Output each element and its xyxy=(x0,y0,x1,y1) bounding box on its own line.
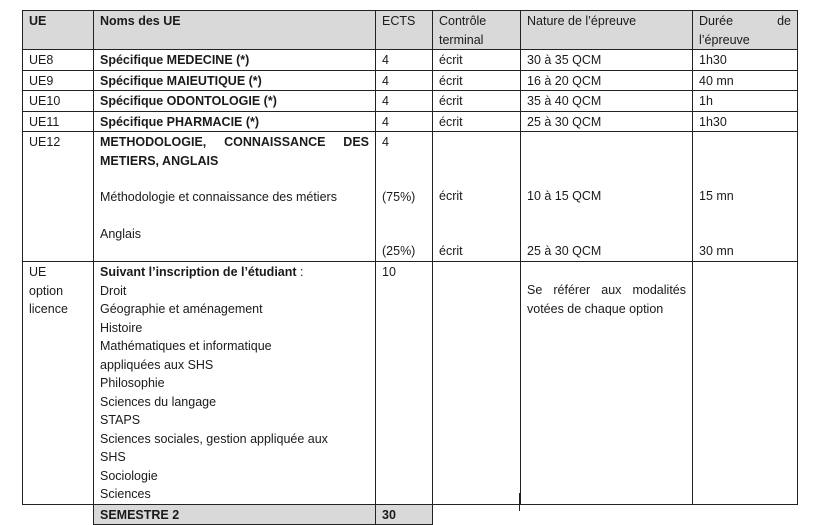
option-item: Histoire xyxy=(100,320,143,335)
ue-controle: écrit xyxy=(433,111,521,132)
option-nature-line2: votées de chaque option xyxy=(527,301,664,316)
ue12-sub2-weight: (25%) xyxy=(382,244,416,258)
header-duree xyxy=(693,11,798,50)
ue-ects: 4 xyxy=(376,50,433,71)
ue12-sub1-duree: 15 mn xyxy=(699,189,734,203)
ue-nature: 35 à 40 QCM xyxy=(521,91,693,112)
ue12-names xyxy=(94,132,376,262)
ue-name: Spécifique ODONTOLOGIE (*) xyxy=(94,91,376,112)
ue12-sub1-controle: écrit xyxy=(439,189,463,203)
ue-code: UE10 xyxy=(23,91,94,112)
ue-ects: 4 xyxy=(376,91,433,112)
semester-label: SEMESTRE 2 xyxy=(94,504,376,525)
option-item: Droit xyxy=(100,283,127,298)
option-ue-line2: option xyxy=(29,283,64,298)
header-controle-line2: terminal xyxy=(439,32,484,47)
ue-controle: écrit xyxy=(433,70,521,91)
option-nature xyxy=(521,262,693,505)
ue-code: UE12 xyxy=(23,132,94,262)
option-item: Mathématiques et informatique xyxy=(100,339,272,353)
header-noms: Noms des UE xyxy=(94,11,376,50)
header-ue: UE xyxy=(23,11,94,50)
ue12-sub2-nature: 25 à 30 QCM xyxy=(527,243,602,258)
semester-row xyxy=(23,504,798,525)
option-item: Sciences du langage xyxy=(100,394,217,409)
ue-duree: 1h30 xyxy=(693,50,798,71)
ue12-sub1-nature: 10 à 15 QCM xyxy=(527,189,602,203)
ue12-ects xyxy=(376,132,433,262)
table-row xyxy=(23,111,798,132)
option-item: Géographie et aménagement xyxy=(100,302,263,316)
option-item: STAPS xyxy=(100,413,141,427)
ue12-title-line1: METHODOLOGIE, CONNAISSANCE DES xyxy=(100,135,369,149)
table-row xyxy=(23,50,798,71)
ue-duree: 1h30 xyxy=(693,111,798,132)
ue-controle: écrit xyxy=(433,91,521,112)
table-rule xyxy=(519,493,520,511)
ue12-sub2-duree: 30 mn xyxy=(699,243,734,258)
option-item: SHS xyxy=(100,450,126,464)
ue-name: Spécifique MAIEUTIQUE (*) xyxy=(94,70,376,91)
option-ue-line1: UE xyxy=(29,265,47,279)
header-duree-word2: de xyxy=(777,14,791,28)
option-item: appliquées aux SHS xyxy=(100,357,214,372)
ue-nature: 30 à 35 QCM xyxy=(521,50,693,71)
ue-table xyxy=(22,10,798,525)
option-ue-line3: licence xyxy=(29,302,68,316)
ue-code: UE11 xyxy=(23,111,94,132)
header-controle xyxy=(433,11,521,50)
option-intro xyxy=(100,263,369,282)
ue-nature: 16 à 20 QCM xyxy=(521,70,693,91)
option-ue-code xyxy=(23,262,94,505)
option-ects: 10 xyxy=(376,262,433,505)
header-duree-line2: l’épreuve xyxy=(699,32,750,47)
ue12-ects-total: 4 xyxy=(382,135,389,149)
header-row xyxy=(23,11,798,50)
option-item: Philosophie xyxy=(100,376,165,390)
option-list xyxy=(94,262,376,505)
semester-ects: 30 xyxy=(376,504,433,525)
option-item: Sociologie xyxy=(100,468,158,483)
ue-duree: 40 mn xyxy=(693,70,798,91)
ue12-nature xyxy=(521,132,693,262)
ue-name: Spécifique MEDECINE (*) xyxy=(94,50,376,71)
ue-nature: 25 à 30 QCM xyxy=(521,111,693,132)
header-controle-line1: Contrôle xyxy=(439,14,487,28)
table-row xyxy=(23,70,798,91)
ue-code: UE8 xyxy=(23,50,94,71)
ue-controle: écrit xyxy=(433,50,521,71)
table-row xyxy=(23,91,798,112)
option-duree xyxy=(693,262,798,505)
header-duree-word1: Durée xyxy=(699,14,734,28)
header-ects: ECTS xyxy=(376,11,433,50)
table-row-ue12 xyxy=(23,132,798,262)
ue12-duree xyxy=(693,132,798,262)
ue12-controle xyxy=(433,132,521,262)
option-item: Sciences sociales, gestion appliquée aux xyxy=(100,431,328,446)
ue12-title-line2: METIERS, ANGLAIS xyxy=(100,153,219,168)
ue12-sub1-name: Méthodologie et connaissance des métiers xyxy=(100,190,337,204)
table-row-option xyxy=(23,262,798,505)
option-item: Sciences xyxy=(100,487,151,501)
ue-ects: 4 xyxy=(376,111,433,132)
ue12-sub1-weight: (75%) xyxy=(382,189,416,204)
option-intro-bold: Suivant l’inscription de l’étudiant xyxy=(100,265,297,279)
option-nature-line1: Se référer aux modalités xyxy=(527,283,686,297)
ue-name: Spécifique PHARMACIE (*) xyxy=(94,111,376,132)
header-nature: Nature de l’épreuve xyxy=(521,11,693,50)
option-controle xyxy=(433,262,521,505)
ue-duree: 1h xyxy=(693,91,798,112)
ue-ects: 4 xyxy=(376,70,433,91)
ue12-sub2-controle: écrit xyxy=(439,243,463,258)
option-intro-rest: : xyxy=(296,265,304,279)
ue12-sub2-name: Anglais xyxy=(100,226,141,241)
ue-code: UE9 xyxy=(23,70,94,91)
